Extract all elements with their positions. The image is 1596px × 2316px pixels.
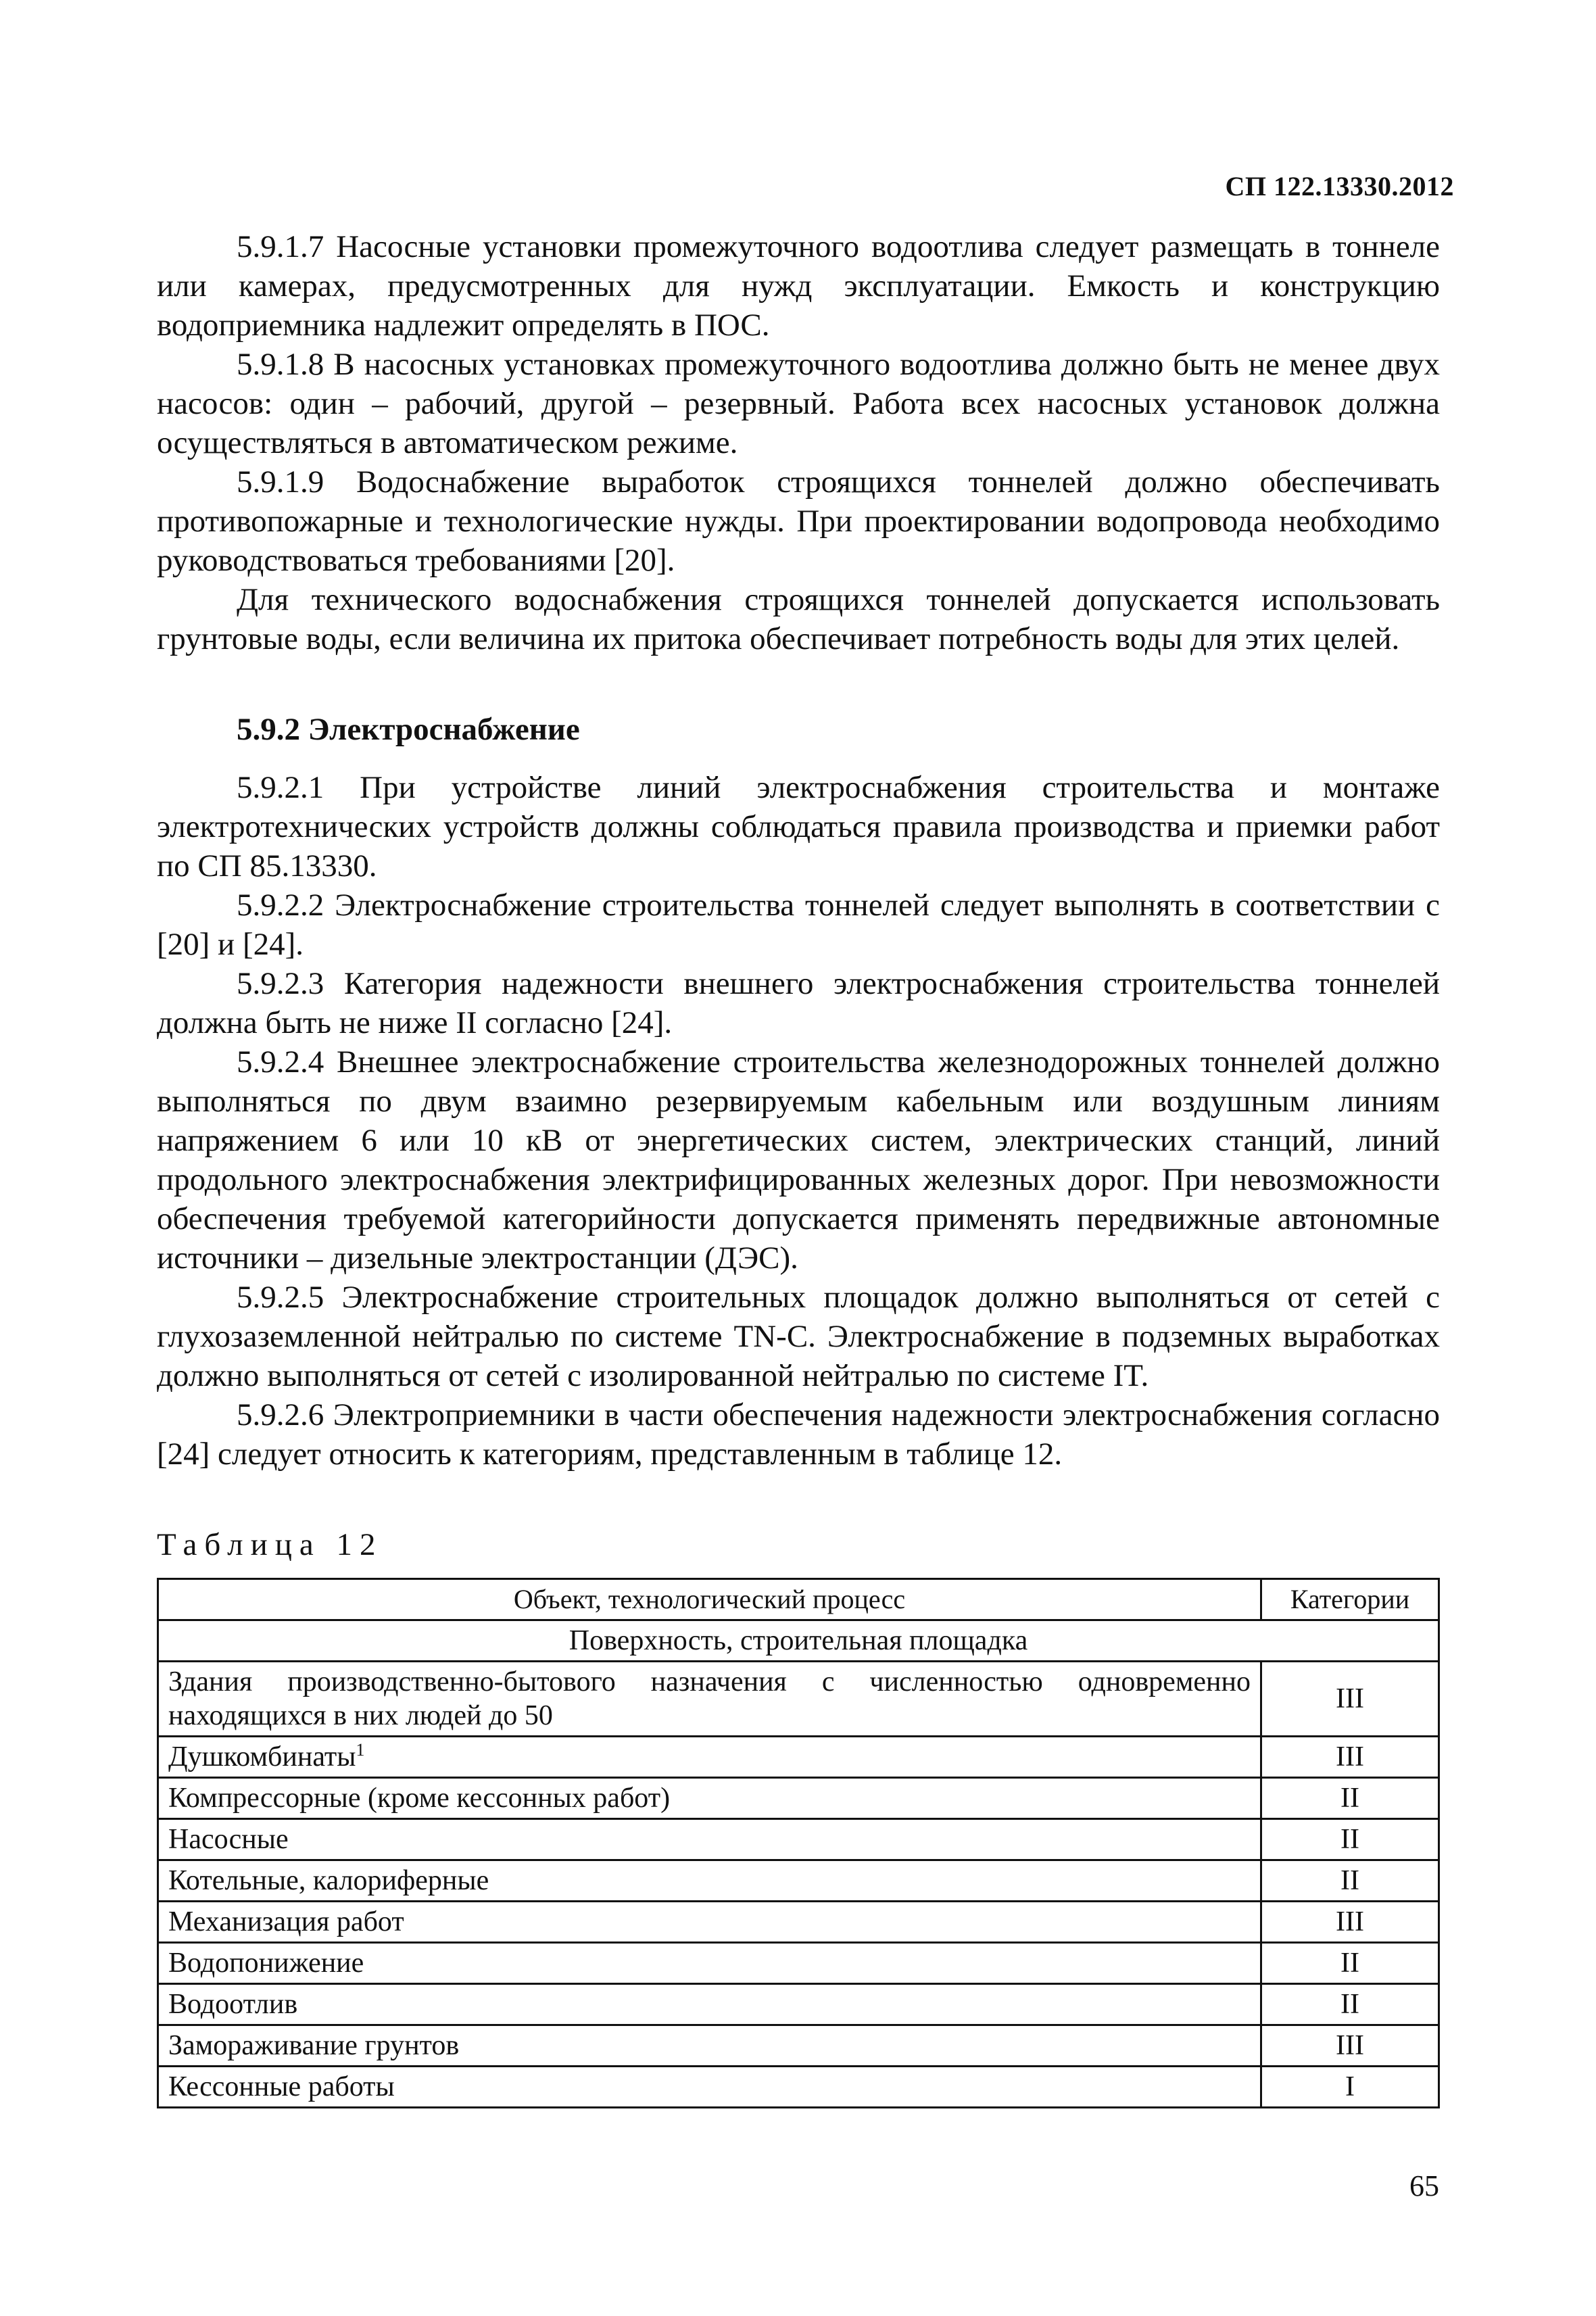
table-row	[158, 1819, 1439, 1860]
paragraph-5-9-2-6: 5.9.2.6 Электроприемники в части обеспечения надежности электроснабжения согласно [24] следует относить к категориям, представленным в таблице 12.	[157, 1397, 1440, 1472]
table-row	[158, 1943, 1439, 1984]
section-heading: 5.9.2 Электроснабжение	[237, 712, 580, 747]
paragraph-5-9-2-5: 5.9.2.5 Электроснабжение строительных площадок должно выполняться от сетей с глухозаземленной нейтралью по системе TN-C. Электроснабжение в подземных выработках должно выполняться от сетей с изолированной нейтралью по системе IT.	[157, 1280, 1440, 1393]
table-row	[158, 1662, 1439, 1737]
category-cell: II	[1261, 1860, 1439, 1902]
category-cell: II	[1261, 1819, 1439, 1860]
categories-table	[157, 1578, 1440, 2108]
table-row	[158, 1902, 1439, 1943]
object-cell: Замораживание грунтов	[158, 2025, 1261, 2067]
table-row	[158, 1778, 1439, 1819]
object-cell: Водоотлив	[158, 1984, 1261, 2025]
category-cell: III	[1261, 1662, 1439, 1737]
object-text: Душкомбинаты	[168, 1741, 356, 1772]
table-row	[158, 1737, 1439, 1778]
header-object: Объект, технологический процесс	[158, 1579, 1261, 1620]
category-cell: III	[1261, 1902, 1439, 1943]
object-cell: Котельные, калориферные	[158, 1860, 1261, 1902]
object-cell: Кессонные работы	[158, 2067, 1261, 2108]
object-cell: Насосные	[158, 1819, 1261, 1860]
object-cell: Механизация работ	[158, 1902, 1261, 1943]
table-row	[158, 1860, 1439, 1902]
object-cell: Водопонижение	[158, 1943, 1261, 1984]
paragraph-5-9-2-4: 5.9.2.4 Внешнее электроснабжение строительства железнодорожных тоннелей должно выполняться по двум взаимно резервируемым кабельным или воздушным линиям напряжением 6 или 10 кВ от энергетических систем, электрических станций, линий продольного электроснабжения электрифицированных железных дорог. При невозможности обеспечения требуемой категорийности допускается применять передвижные автономные источники – дизельные электростанции (ДЭС).	[157, 1044, 1440, 1276]
category-cell: II	[1261, 1984, 1439, 2025]
category-cell: III	[1261, 1737, 1439, 1778]
paragraph-5-9-1-7: 5.9.1.7 Насосные установки промежуточного водоотлива следует размещать в тоннеле или камерах, предусмотренных для нужд эксплуатации. Емкость и конструкцию водоприемника надлежит определять в ПОС.	[157, 229, 1440, 343]
group-label: Поверхность, строительная площадка	[158, 1620, 1439, 1662]
table-row	[158, 2025, 1439, 2067]
object-cell	[158, 1737, 1261, 1778]
paragraph-5-9-1-9: 5.9.1.9 Водоснабжение выработок строящихся тоннелей должно обеспечивать противопожарные и технологические нужды. При проектировании водопровода необходимо руководствоваться требованиями [20].	[157, 464, 1440, 578]
table-caption: Таблица 12	[157, 1527, 383, 1562]
category-cell: II	[1261, 1943, 1439, 1984]
category-cell: II	[1261, 1778, 1439, 1819]
header-category: Категории	[1261, 1579, 1439, 1620]
table-row	[158, 2067, 1439, 2108]
object-cell: Здания производственно-бытового назначения с численностью одновременно находящихся в них людей до 50	[158, 1662, 1261, 1737]
page-content	[157, 227, 1440, 2108]
category-cell: I	[1261, 2067, 1439, 2108]
paragraph-5-9-2-2: 5.9.2.2 Электроснабжение строительства тоннелей следует выполнять в соответствии с [20] и [24].	[157, 888, 1440, 962]
table-header-row	[158, 1579, 1439, 1620]
paragraph-5-9-2-1: 5.9.2.1 При устройстве линий электроснабжения строительства и монтаже электротехнических устройств должны соблюдаться правила производства и приемки работ по СП 85.13330.	[157, 770, 1440, 884]
table-group-row	[158, 1620, 1439, 1662]
object-cell: Компрессорные (кроме кессонных работ)	[158, 1778, 1261, 1819]
document-code: СП 122.13330.2012	[1225, 171, 1454, 201]
paragraph-5-9-2-3: 5.9.2.3 Категория надежности внешнего электроснабжения строительства тоннелей должна быть не ниже II согласно [24].	[157, 966, 1440, 1040]
table-row	[158, 1984, 1439, 2025]
page-number: 65	[1409, 2169, 1439, 2202]
paragraph-5-9-1-8: 5.9.1.8 В насосных установках промежуточного водоотлива должно быть не менее двух насосов: один – рабочий, другой – резервный. Работа всех насосных установок должна осуществляться в автоматическом режиме.	[157, 347, 1440, 460]
category-cell: III	[1261, 2025, 1439, 2067]
footnote-mark: 1	[356, 1740, 365, 1760]
paragraph-water-supply: Для технического водоснабжения строящихся тоннелей допускается использовать грунтовые воды, если величина их притока обеспечивает потребность воды для этих целей.	[157, 582, 1440, 656]
